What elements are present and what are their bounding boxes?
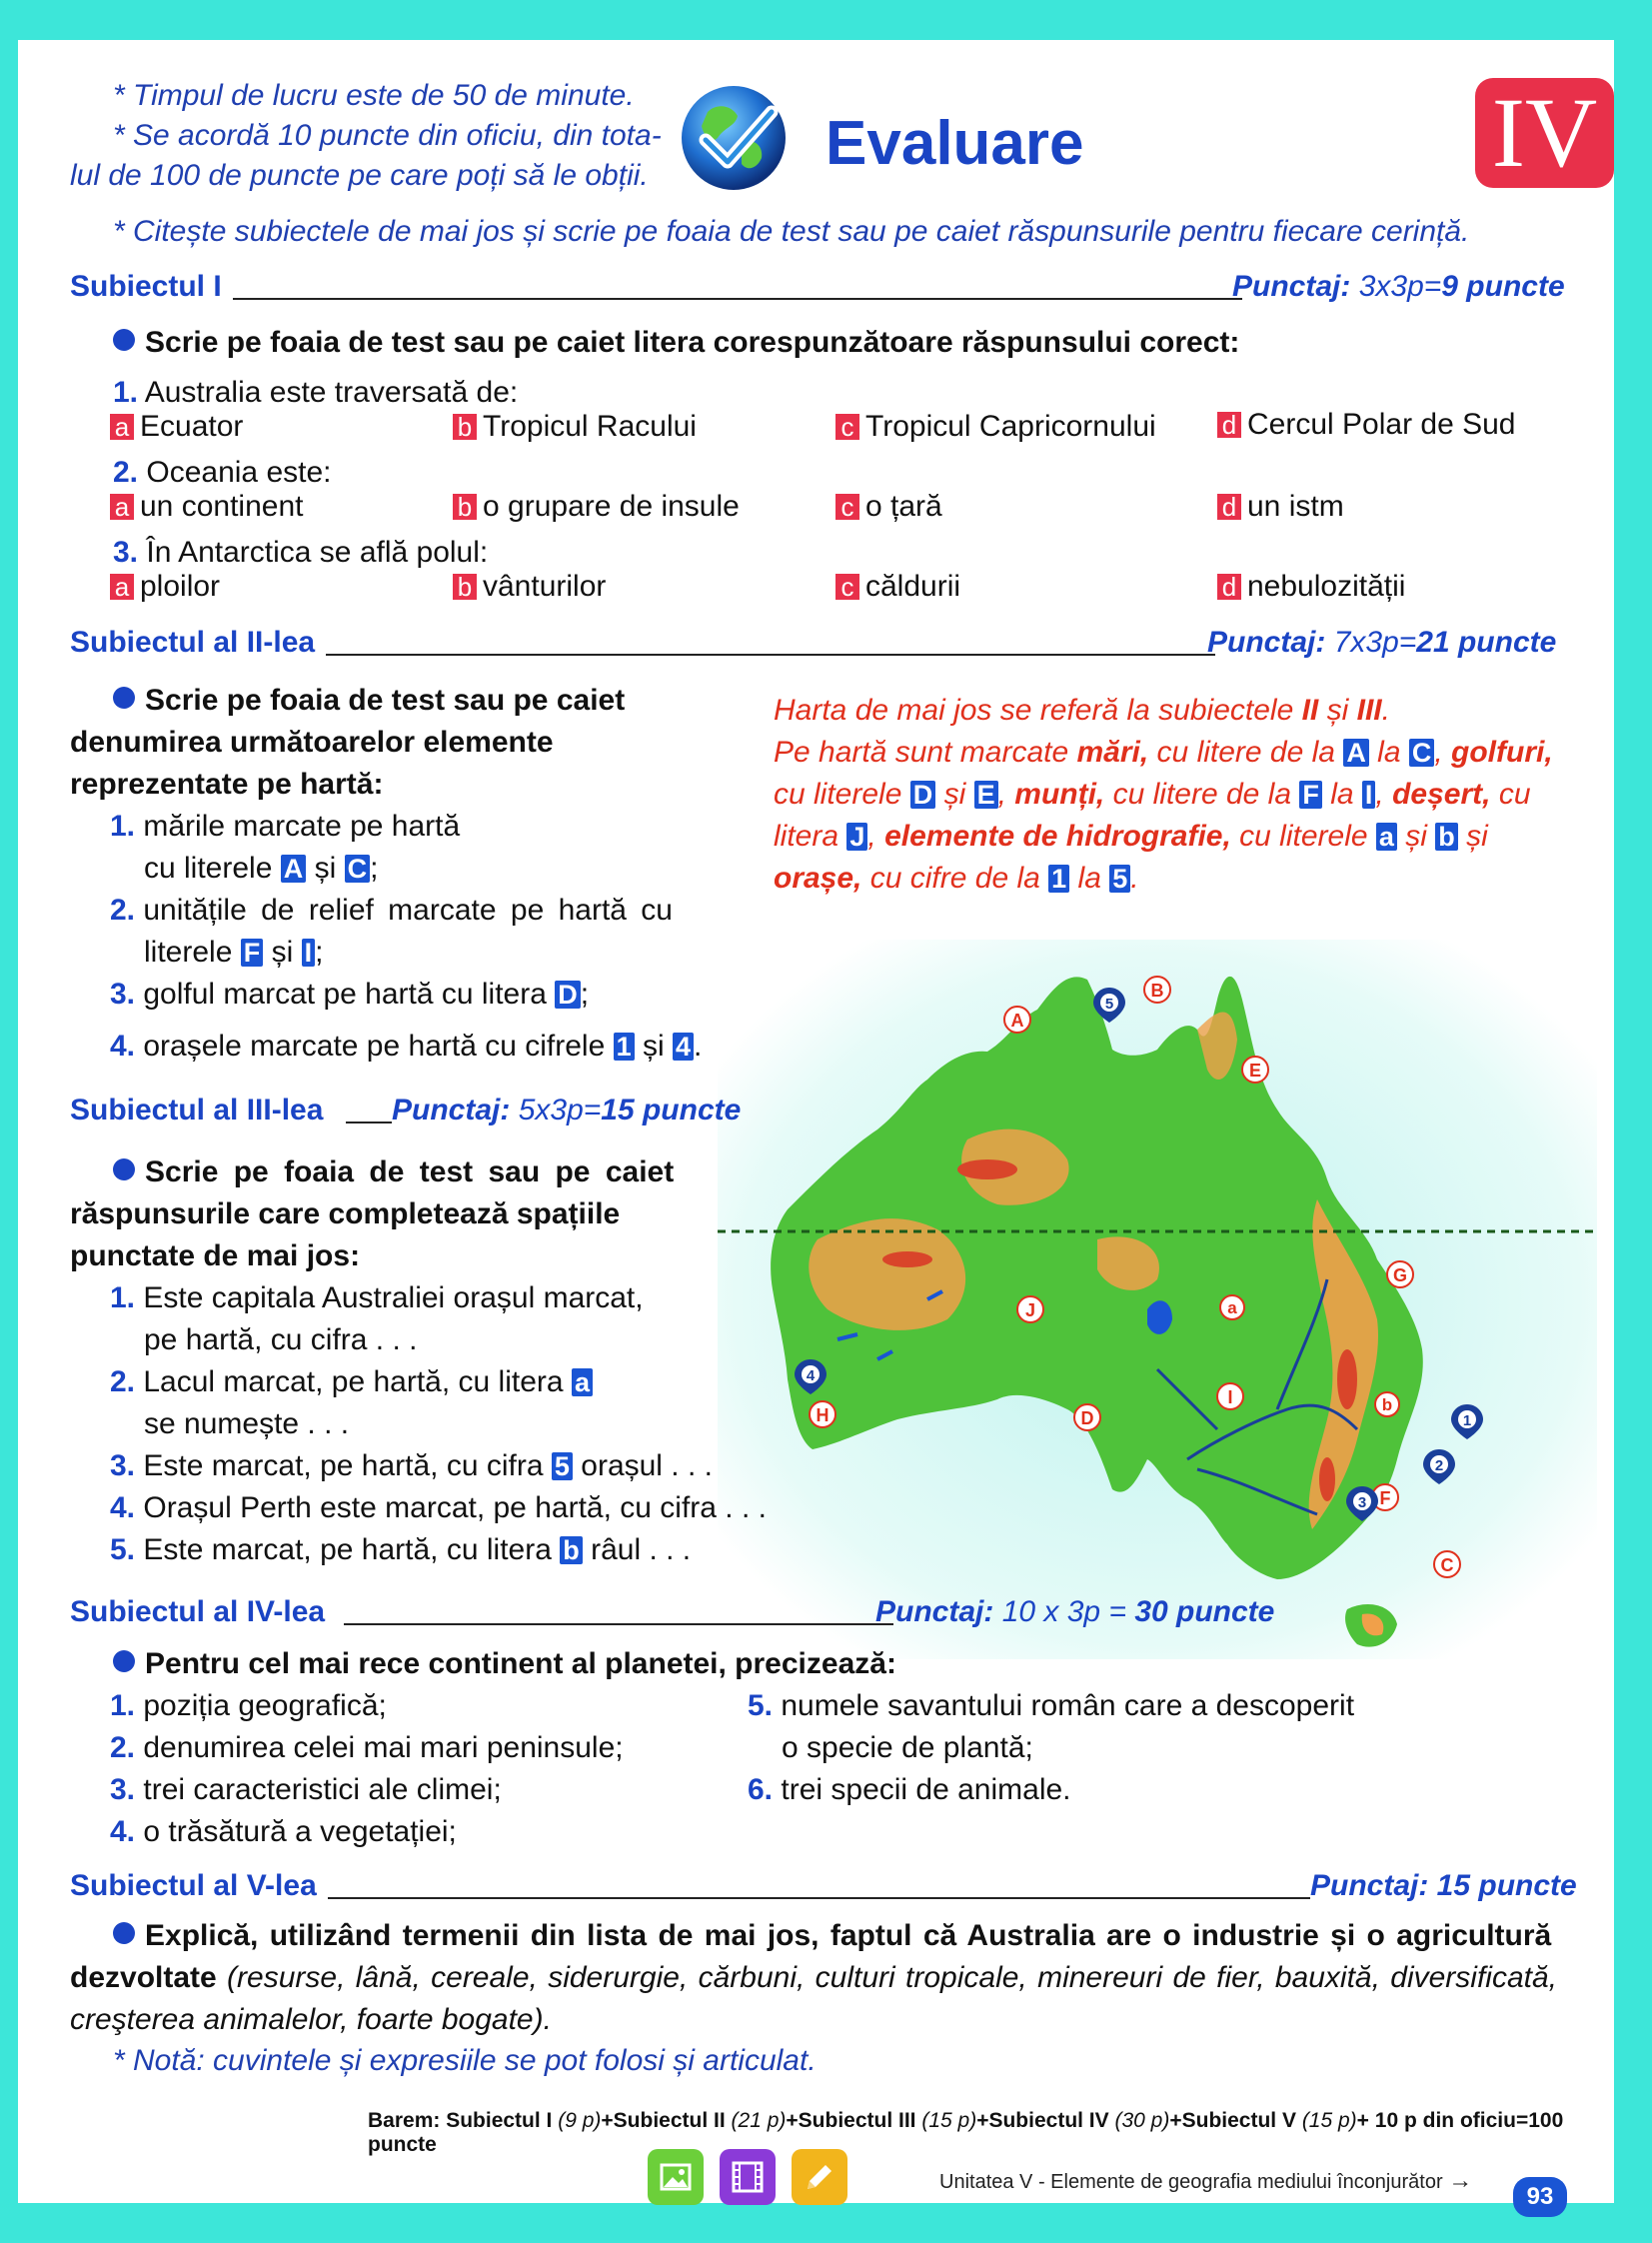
item-text: literele: [144, 936, 233, 969]
map-note-text: cu cifre de la: [861, 862, 1049, 895]
s3-item-4: [110, 1487, 767, 1529]
s5-instruction-l3: creşterea animalelor, foarte bogate).: [70, 2003, 552, 2036]
map-marker-H: [810, 1401, 835, 1427]
item-text: trei caracteristici ale climei;: [143, 1773, 502, 1806]
s1-score-formula: 3x3p=: [1358, 270, 1442, 303]
option-letter: c: [835, 414, 859, 440]
option-letter: a: [110, 414, 134, 440]
map-label-box: A: [1343, 739, 1369, 767]
item-text: .: [694, 1030, 703, 1063]
pencil-icon: [792, 2149, 847, 2205]
s1-q2-opt-c: [835, 490, 942, 524]
s1-q2-opt-b: [453, 490, 740, 524]
time-note: * Timpul de lucru este de 50 de minute.: [113, 79, 635, 112]
image-button[interactable]: [648, 2149, 704, 2205]
map-label-box: b: [1435, 823, 1458, 851]
map-marker-river-b: [1375, 1392, 1399, 1416]
s1-score-total: 9 puncte: [1441, 270, 1565, 303]
option-letter: a: [110, 574, 134, 600]
item-num: 1.: [110, 810, 136, 843]
s4-score: [875, 1595, 1274, 1629]
s1-q1-text: Australia este traversată de:: [144, 376, 519, 409]
item-text: o trăsătură a vegetației;: [143, 1815, 457, 1848]
s2-item-1: [110, 806, 460, 848]
s1-q3-opt-c: [835, 570, 960, 604]
map-note-text: și: [1457, 820, 1488, 853]
map-note-text: și: [1318, 694, 1357, 727]
s3-item-1-l2: pe hartă, cu cifra . . .: [144, 1323, 418, 1356]
image-icon: [648, 2149, 704, 2205]
s1-q3-num: 3.: [113, 536, 139, 569]
item-num: 4.: [110, 1030, 136, 1063]
s1-q1-opt-c: [835, 410, 1156, 444]
barem-points: (15 p): [1301, 2109, 1357, 2132]
s3-item-5: [110, 1529, 691, 1571]
s1-q2-opt-d: [1217, 490, 1344, 524]
map-city-label: 5: [1104, 996, 1114, 1013]
s3-score-total: 15 puncte: [601, 1094, 742, 1126]
option-text: Tropicul Capricornului: [865, 410, 1156, 443]
s1-score-label: Punctaj:: [1232, 270, 1351, 303]
option-text: Cercul Polar de Sud: [1247, 408, 1516, 441]
map-label-box: E: [974, 781, 998, 809]
map-note-l5: [774, 858, 1139, 900]
item-text: denumirea celei mai mari peninsule;: [143, 1731, 624, 1764]
map-note-l3: [774, 774, 1531, 816]
item-text: orașele marcate pe hartă cu cifrele: [143, 1030, 606, 1063]
unit-tag: IV: [1475, 78, 1614, 188]
item-text: Orașul Perth este marcat, pe hartă, cu cifra . . .: [143, 1491, 767, 1524]
map-marker-label: C: [1440, 1555, 1454, 1575]
map-marker-river-a: [1220, 1295, 1244, 1319]
item-text: golful marcat pe hartă cu litera: [143, 978, 547, 1011]
item-text: Este marcat, pe hartă, cu litera: [143, 1533, 552, 1566]
map-marker-label: H: [816, 1405, 829, 1425]
barem-points: (15 p): [921, 2109, 977, 2132]
map-note-bold: III: [1356, 694, 1382, 727]
s1-q2: [113, 452, 332, 494]
s5-score: Punctaj: 15 puncte: [1310, 1869, 1577, 1902]
s3-score-formula: 5x3p=: [518, 1094, 602, 1126]
s5-instruction-l2: [70, 1957, 1599, 1999]
item-num: 1.: [110, 1689, 136, 1722]
s2-item-1-l2: [144, 848, 378, 890]
s1-q1-opt-d: [1217, 408, 1515, 442]
map-note-l4: [774, 816, 1488, 858]
map-marker-label: a: [1227, 1298, 1237, 1317]
s1-q3-opt-d: [1217, 570, 1405, 604]
option-text: vânturilor: [483, 570, 607, 603]
map-city-label: 4: [806, 1367, 816, 1384]
s5-terms-list: (resurse, lână, cereale, siderurgie, cărbuni, culturi tropicale, minereuri de fier, bauxită, diversificată,: [216, 1961, 1557, 1994]
option-letter: d: [1217, 494, 1241, 520]
s4-score-formula: 10 x 3p =: [1001, 1595, 1135, 1628]
page-title: Evaluare: [826, 109, 1084, 178]
map-note-bold: deșert,: [1392, 778, 1491, 811]
map-note-bold: munți,: [1014, 778, 1105, 811]
item-text: ;: [370, 852, 379, 885]
s4-score-label: Punctaj:: [875, 1595, 994, 1628]
map-note-text: ,: [867, 820, 885, 853]
item-text: ;: [315, 936, 324, 969]
item-num: 3.: [110, 978, 136, 1011]
s2-score-total: 21 puncte: [1416, 626, 1557, 659]
s1-score: [1232, 270, 1565, 304]
map-label-box: I: [1362, 781, 1376, 809]
map-marker-label: J: [1024, 1300, 1036, 1320]
s3-instruction-text: Scrie pe foaia de test sau pe caiet: [145, 1155, 675, 1188]
item-num: 4.: [110, 1815, 136, 1848]
map-label-box: D: [910, 781, 936, 809]
s2-score-label: Punctaj:: [1207, 626, 1326, 659]
s2-score-formula: 7x3p=: [1333, 626, 1417, 659]
s2-rule: [326, 654, 1215, 656]
s3-score-label: Punctaj:: [392, 1094, 511, 1126]
option-text: Ecuator: [140, 410, 244, 443]
map-label-box: C: [345, 855, 371, 883]
map-label-box: J: [846, 823, 867, 851]
option-letter: a: [110, 494, 134, 520]
map-label-box: F: [241, 939, 264, 967]
map-note-bold: orașe,: [774, 862, 862, 895]
map-city-label: 1: [1462, 1412, 1472, 1429]
s5-instruction-l1: [113, 1915, 1594, 1957]
s4-item-2: [110, 1727, 624, 1769]
map-label-box: F: [1299, 781, 1322, 809]
map-marker-B: [1144, 977, 1170, 1003]
item-text: și: [643, 1030, 665, 1063]
s2-item-3: [110, 974, 589, 1016]
option-text: un continent: [140, 490, 304, 523]
item-num: 2.: [110, 1731, 136, 1764]
barem-points: (30 p): [1114, 2109, 1170, 2132]
s5-note: * Notă: cuvintele și expresiile se pot folosi și articulat.: [113, 2044, 817, 2077]
map-note-l2: [774, 732, 1553, 774]
s5-rule: [328, 1897, 1310, 1899]
s3-item-1: [110, 1277, 644, 1319]
map-label-box: 1: [1048, 865, 1069, 893]
map-marker-G: [1387, 1261, 1413, 1287]
item-text: mările marcate pe hartă: [143, 810, 461, 843]
map-marker-label: D: [1080, 1408, 1094, 1428]
item-num: 2.: [110, 1365, 136, 1398]
s3-instruction-l3: punctate de mai jos:: [70, 1239, 361, 1272]
map-marker-I: [1217, 1383, 1243, 1409]
s1-q1: [113, 372, 518, 414]
s2-instruction-text: Scrie pe foaia de test sau pe caiet: [145, 684, 626, 717]
option-text: o țară: [865, 490, 942, 523]
s2-item-2: [110, 890, 673, 932]
map-label-box: 5: [552, 1452, 573, 1480]
bullet-icon: [113, 687, 135, 709]
s1-q3-opt-a: [110, 570, 220, 604]
barem-text: +Subiectul V: [1169, 2109, 1302, 2132]
s1-q3: [113, 532, 488, 574]
map-note-text: ,: [1434, 736, 1452, 769]
map-note-text: la: [1368, 736, 1409, 769]
s1-q3-opt-b: [453, 570, 606, 604]
map-marker-label: I: [1227, 1387, 1233, 1407]
map-note-text: .: [1130, 862, 1139, 895]
option-letter: b: [453, 494, 477, 520]
points-note-line1: * Se acordă 10 puncte din oficiu, din tota-: [113, 119, 662, 152]
map-label-box: C: [1409, 739, 1435, 767]
map-marker-C: [1434, 1551, 1460, 1577]
map-marker-D: [1074, 1404, 1100, 1430]
item-text: unitățile de relief marcate pe hartă cu: [143, 894, 673, 927]
s4-item-6: [748, 1769, 1071, 1811]
map-note-bold: elemente de hidrografie,: [884, 820, 1231, 853]
option-text: ploilor: [140, 570, 221, 603]
s4-item-4: [110, 1811, 457, 1853]
map-note-text: cu literele: [774, 778, 910, 811]
option-letter: c: [835, 574, 859, 600]
footer-unit: [939, 2167, 1472, 2195]
s2-item-2-l2: [144, 932, 323, 974]
page: [18, 40, 1614, 2210]
item-text: cu literele: [144, 852, 273, 885]
footer-unit-text: Unitatea V - Elemente de geografia mediului înconjurător: [939, 2171, 1443, 2193]
map-note-text: ,: [997, 778, 1015, 811]
option-text: o grupare de insule: [483, 490, 740, 523]
s4-instruction: [113, 1643, 896, 1685]
item-num: 5.: [110, 1533, 136, 1566]
s1-q3-text: În Antarctica se află polul:: [146, 536, 489, 569]
item-text: și: [314, 852, 337, 885]
s2-label: Subiectul al II-lea: [70, 626, 316, 659]
s2-score: [1207, 626, 1556, 660]
s4-item-5: [748, 1685, 1354, 1727]
s4-instruction-text: Pentru cel mai rece continent al planetei, precizează:: [145, 1647, 896, 1680]
map-marker-label: E: [1248, 1061, 1262, 1081]
item-text: orașul . . .: [581, 1449, 713, 1482]
item-num: 3.: [110, 1773, 136, 1806]
s4-item-3: [110, 1769, 502, 1811]
barem-text: +Subiectul IV: [976, 2109, 1115, 2132]
s2-instruction-l3: reprezentate pe hartă:: [70, 768, 384, 801]
s4-label: Subiectul al IV-lea: [70, 1595, 326, 1628]
bullet-icon: [113, 329, 135, 351]
map-marker-J: [1017, 1296, 1043, 1322]
item-num: 3.: [110, 1449, 136, 1482]
s2-instruction-l2: denumirea următoarelor elemente: [70, 726, 554, 759]
option-letter: c: [835, 494, 859, 520]
map-note-text: și: [1396, 820, 1436, 853]
map-note-text: la: [1069, 862, 1110, 895]
s1-instruction: [113, 322, 1239, 364]
s1-q1-opt-b: [453, 410, 697, 444]
s2-item-4: [110, 1026, 702, 1068]
s1-rule: [233, 298, 1242, 300]
bullet-icon: [113, 1650, 135, 1672]
option-text: nebulozității: [1247, 570, 1406, 603]
s4-item-5-l2: o specie de plantă;: [782, 1731, 1033, 1764]
instructions-note: * Citește subiectele de mai jos și scrie pe foaia de test sau pe caiet răspunsurile pentru fiecare cerință.: [113, 215, 1470, 248]
s1-instruction-text: Scrie pe foaia de test sau pe caiet litera corespunzătoare răspunsului corect:: [145, 326, 1240, 359]
map-marker-A: [1004, 1007, 1030, 1033]
map-note-text: .: [1381, 694, 1390, 727]
map-label-box: 1: [614, 1033, 635, 1061]
s3-item-3: [110, 1445, 713, 1487]
map-label-box: 4: [673, 1033, 694, 1061]
item-text: Este capitala Australiei orașul marcat,: [143, 1281, 644, 1314]
option-text: Tropicul Racului: [483, 410, 697, 443]
s1-q1-opt-a: [110, 410, 243, 444]
s1-label: Subiectul I: [70, 270, 222, 303]
item-num: 1.: [110, 1281, 136, 1314]
s5-instruction-text: Explică, utilizând termenii din lista de mai jos, faptul că Australia are o industrie și o agricultură: [145, 1919, 1552, 1952]
s4-score-total: 30 puncte: [1134, 1595, 1275, 1628]
map-note-text: Pe hartă sunt marcate: [774, 736, 1077, 769]
s1-q2-num: 2.: [113, 456, 139, 489]
map-marker-label: b: [1381, 1395, 1393, 1414]
map-marker-label: G: [1392, 1265, 1408, 1285]
map-label-box: A: [281, 855, 307, 883]
s3-item-2-l2: se numește . . .: [144, 1407, 350, 1440]
map-marker-label: A: [1010, 1011, 1024, 1031]
map-peak: [1337, 1349, 1357, 1409]
map-note-text: cu literele: [1230, 820, 1376, 853]
map-note-text: Harta de mai jos se referă la subiectele: [774, 694, 1302, 727]
s3-score: [392, 1094, 741, 1127]
s5-label: Subiectul al V-lea: [70, 1869, 317, 1902]
s4-item-1: [110, 1685, 387, 1727]
barem-text: + 10 p din oficiu=100 puncte: [368, 2109, 1564, 2156]
s3-rule: [346, 1122, 392, 1123]
s3-instruction-l2: răspunsurile care completează spațiile: [70, 1197, 621, 1230]
page-number: 93: [1513, 2177, 1567, 2217]
option-letter: b: [453, 574, 477, 600]
map-label-box: a: [1376, 823, 1397, 851]
map-marker-label: B: [1150, 981, 1164, 1001]
item-text: și: [271, 936, 294, 969]
item-text: ;: [580, 978, 590, 1011]
arrow-right-icon: →: [1448, 2167, 1473, 2194]
s3-instruction-l1: [113, 1151, 713, 1193]
map-label-box: I: [302, 939, 316, 967]
map-label-box: a: [572, 1368, 593, 1396]
s3-item-2: [110, 1361, 593, 1403]
barem-points: (21 p): [731, 2109, 787, 2132]
item-text: râul . . .: [591, 1533, 692, 1566]
map-marker-E: [1242, 1057, 1268, 1083]
s2-instruction-l1: [113, 680, 625, 722]
item-text: Este marcat, pe hartă, cu cifra: [143, 1449, 544, 1482]
video-button[interactable]: [720, 2149, 776, 2205]
option-text: căldurii: [865, 570, 961, 603]
map-note-bold: II: [1301, 694, 1319, 727]
points-note-line2: lul de 100 de puncte pe care poți să le obții.: [70, 159, 649, 192]
map-note-text: cu litere de la: [1148, 736, 1344, 769]
s1-q2-text: Oceania este:: [146, 456, 332, 489]
map-marker-label: F: [1379, 1488, 1391, 1508]
map-note-text: și: [935, 778, 974, 811]
item-num: 6.: [748, 1773, 774, 1806]
map-city-label: 2: [1434, 1457, 1444, 1474]
item-text: poziția geografică;: [143, 1689, 387, 1722]
bullet-icon: [113, 1158, 135, 1180]
s4-rule: [344, 1623, 893, 1625]
map-label-box: 5: [1109, 865, 1130, 893]
map-label-box: D: [555, 981, 581, 1009]
item-num: 4.: [110, 1491, 136, 1524]
barem-text: +Subiectul III: [786, 2109, 922, 2132]
australia-map: [718, 940, 1597, 1659]
map-note-bold: golfuri,: [1451, 736, 1553, 769]
bullet-icon: [113, 1922, 135, 1944]
barem-points: (9 p): [558, 2109, 602, 2132]
map-note-l1: [774, 690, 1390, 732]
map-peak: [882, 1251, 932, 1267]
barem-text: Barem: Subiectul I: [368, 2109, 559, 2132]
map-city-label: 3: [1357, 1494, 1367, 1511]
map-peak: [957, 1159, 1017, 1179]
item-num: 5.: [748, 1689, 774, 1722]
s1-q2-opt-a: [110, 490, 303, 524]
item-text: numele savantului român care a descoperit: [781, 1689, 1355, 1722]
item-num: 2.: [110, 894, 136, 927]
map-note-text: la: [1321, 778, 1362, 811]
map-label-box: b: [560, 1536, 583, 1564]
scoring-barem: [368, 2109, 1614, 2157]
video-icon: [720, 2149, 776, 2205]
option-text: un istm: [1247, 490, 1344, 523]
map-note-text: cu litere de la: [1104, 778, 1300, 811]
globe-check-icon: [678, 82, 790, 194]
option-letter: b: [453, 414, 477, 440]
s5-instruction-bold: dezvoltate: [70, 1961, 217, 1994]
map-peak: [1319, 1457, 1335, 1501]
barem-text: +Subiectul II: [601, 2109, 732, 2132]
item-text: Lacul marcat, pe hartă, cu litera: [143, 1365, 564, 1398]
map-note-text: cu: [1490, 778, 1531, 811]
pencil-button[interactable]: [792, 2149, 847, 2205]
s1-q1-num: 1.: [113, 376, 139, 409]
item-text: trei specii de animale.: [781, 1773, 1071, 1806]
s3-label: Subiectul al III-lea: [70, 1094, 324, 1126]
option-letter: d: [1217, 412, 1241, 438]
map-note-text: ,: [1375, 778, 1393, 811]
map-note-bold: mări,: [1076, 736, 1149, 769]
option-letter: d: [1217, 574, 1241, 600]
map-note-text: litera: [774, 820, 847, 853]
